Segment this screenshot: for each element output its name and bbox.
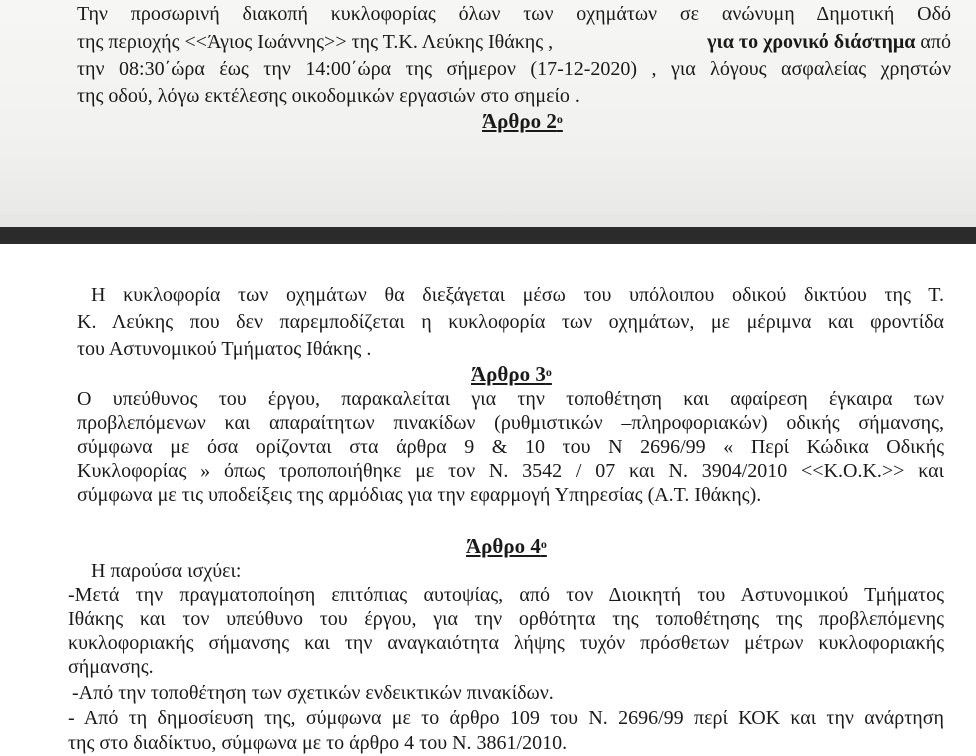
text-line: σήμανσης. — [68, 656, 154, 678]
document-scan-bottom — [0, 244, 976, 756]
heading-sup: ο — [545, 365, 552, 379]
article-3-heading — [471, 363, 552, 386]
text-line: Ιθάκης και τον υπεύθυνο του έργου, για την ορθότητα της τοποθέτησης της προβλεπόμενης — [68, 608, 944, 630]
text-line: Κυκλοφορίας » όπως τροποποιήθηκε με τον Ν. 3542 / 07 και Ν. 3904/2010 <<Κ.Ο.Κ.>> και — [77, 460, 944, 482]
text-line: Η κυκλοφορία των οχημάτων θα διεξάγεται μέσω του υπόλοιπου οδικού δικτύου της Τ. — [91, 284, 944, 306]
page-gap — [0, 215, 976, 227]
text-line — [77, 31, 951, 54]
text-line: του Αστυνομικού Τμήματος Ιθάκης . — [77, 338, 372, 360]
text-line: την 08:30΄ώρα έως την 14:00΄ώρα της σήμερον (17-12-2020) , για λόγους ασφαλείας χρηστών — [77, 58, 951, 80]
text-line: σύμφωνα με τις υποδείξεις της αρμόδιας για την εφαρμογή Υπηρεσίας (Α.Τ. Ιθάκης). — [77, 484, 762, 506]
text-line: Την προσωρινή διακοπή κυκλοφορίας όλων των οχημάτων σε ανώνυμη Δημοτική Οδό — [77, 3, 951, 25]
text-line: Κ. Λεύκης που δεν παρεμποδίζεται η κυκλοφορία των οχημάτων, με μέριμνα και φροντίδα — [77, 311, 944, 333]
text-line: -Μετά την πραγματοποίηση επιτόπιας αυτοψίας, από τον Διοικητή του Αστυνομικού Τμήματος — [68, 584, 944, 606]
text-segment — [707, 31, 951, 54]
text-line: της οδού, λόγω εκτέλεσης οικοδομικών εργασιών στο σημείο . — [77, 85, 580, 107]
heading-text: Άρθρο 4 — [466, 534, 541, 558]
heading-text: Άρθρο 2 — [482, 109, 557, 133]
text-line: της στο διαδίκτυο, σύμφωνα με το άρθρο 4 του Ν. 3861/2010. — [68, 732, 568, 754]
text-line: Ο υπεύθυνος του έργου, παρακαλείται για την τοποθέτηση και αφαίρεση έγκαιρα των — [77, 388, 944, 410]
text-segment: της περιοχής <<Άγιος Ιωάννης>> της Τ.Κ. Λεύκης Ιθάκης , — [77, 31, 554, 53]
article-4-heading — [466, 535, 547, 558]
article-2-heading — [482, 110, 563, 133]
heading-sup: ο — [556, 112, 563, 126]
page-divider-bar — [0, 227, 976, 244]
text-line: -Από την τοποθέτηση των σχετικών ενδεικτικών πινακίδων. — [72, 682, 554, 704]
text-segment: από — [920, 31, 951, 53]
heading-text: Άρθρο 3 — [471, 362, 546, 386]
document-scan-top — [0, 0, 976, 215]
text-line: - Από τη δημοσίευση της, σύμφωνα με το άρθρο 109 του Ν. 2696/99 περί ΚΟΚ και την ανάρτηση — [68, 707, 944, 729]
text-line: σύμφωνα με όσα ορίζονται στα άρθρα 9 & 10 του Ν 2696/99 « Περί Κώδικα Οδικής — [77, 436, 944, 458]
text-line: Η παρούσα ισχύει: — [91, 560, 242, 582]
heading-sup: ο — [540, 537, 547, 551]
text-line: προβλεπόμενων και απαραίτητων πινακίδων (ρυθμιστικών –πληροφοριακών) οδικής σήμανσης, — [77, 412, 944, 434]
text-line: κυκλοφοριακής σήμανσης και την αναγκαιότητα λήψης τυχόν πρόσθετων μέτρων κυκλοφοριακής — [68, 632, 944, 654]
emphasis-text: για το χρονικό διάστημα — [707, 31, 916, 53]
